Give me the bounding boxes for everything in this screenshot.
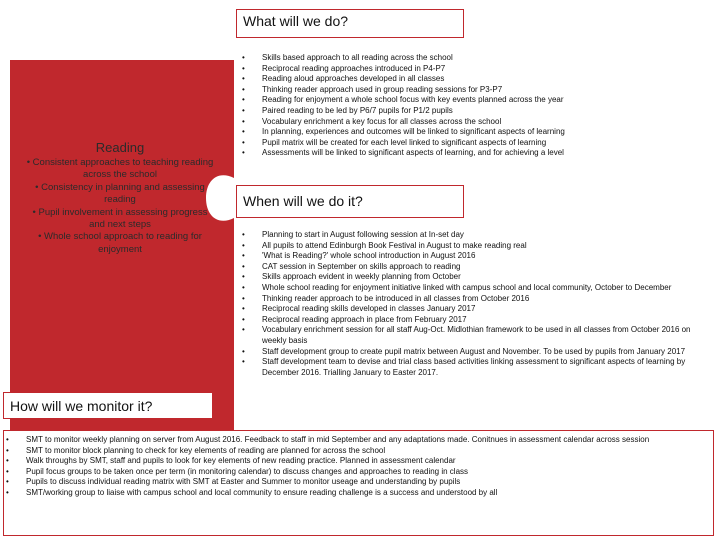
- list-item: • Staff development team to devise and trial class based activities linking assessment to significant aspects of learning by December 2016. Trialling January to Easter 2017.: [240, 357, 710, 378]
- list-item: • Assessments will be linked to significant aspects of learning, and for achieving a level: [240, 148, 710, 159]
- list-item: • Vocabulary enrichment session for all staff Aug-Oct. Midlothian framework to be used in all classes from October 2016 on weekly basis: [240, 325, 710, 346]
- reading-bullet: • Whole school approach to reading for enjoyment: [38, 231, 202, 255]
- list-item: • Whole school reading for enjoyment initiative linked with campus school and local community, October to December: [240, 283, 710, 294]
- what-heading: What will we do?: [243, 13, 349, 29]
- list-item: • All pupils to attend Edinburgh Book Festival in August to make reading real: [240, 241, 710, 252]
- what-list: [240, 53, 710, 159]
- list-item: • Thinking reader approach used in group reading sessions for P3-P7: [240, 85, 710, 96]
- reading-bullets: [26, 157, 214, 256]
- list-item: • CAT session in September on skills approach to reading: [240, 262, 710, 273]
- list-item: • Planning to start in August following session at In-set day: [240, 230, 710, 241]
- monitor-list: [4, 435, 694, 499]
- monitor-heading-box: [3, 392, 213, 419]
- monitor-box: [3, 430, 714, 536]
- list-item: • Reading aloud approaches developed in all classes: [240, 74, 710, 85]
- list-item: • Staff development group to create pupil matrix between August and November. To be used by pupils from January 2017: [240, 347, 710, 358]
- list-item: • In planning, experiences and outcomes will be linked to significant aspects of learning: [240, 127, 710, 138]
- list-item: • Pupil matrix will be created for each level linked to significant aspects of learning: [240, 138, 710, 149]
- list-item: • Vocabulary enrichment a key focus for all classes across the school: [240, 117, 710, 128]
- reading-bullet: • Consistency in planning and assessing reading: [35, 181, 205, 206]
- monitor-heading: How will we monitor it?: [10, 398, 153, 414]
- list-item: • Reciprocal reading skills developed in classes January 2017: [240, 304, 710, 315]
- reading-text-block: [26, 140, 214, 256]
- what-heading-box: [236, 9, 464, 38]
- list-item: • Skills approach evident in weekly planning from October: [240, 272, 710, 283]
- reading-bullet: • Pupil involvement in assessing progress and next steps: [32, 206, 208, 231]
- list-item: • Reading for enjoyment a whole school focus with key events planned across the year: [240, 95, 710, 106]
- when-heading: When will we do it?: [243, 193, 363, 209]
- list-item: • 'What is Reading?' whole school introduction in August 2016: [240, 251, 710, 262]
- list-item: • Reciprocal reading approach in place from February 2017: [240, 315, 710, 326]
- list-item: • Walk throughs by SMT, staff and pupils to look for key elements of new reading practice. Planned in assessment calendar: [4, 456, 694, 467]
- list-item: • SMT to monitor weekly planning on server from August 2016. Feedback to staff in mid September and any adaptations made. Conitnues in assessment calendar across session: [4, 435, 694, 446]
- list-item: • Pupils to discuss individual reading matrix with SMT at Easter and Summer to monitor useage and understanding by pupils: [4, 477, 694, 488]
- reading-title: Reading: [95, 140, 145, 155]
- when-heading-box: [236, 185, 464, 218]
- reading-bullet: • Consistent approaches to teaching reading across the school: [26, 157, 214, 181]
- list-item: • Thinking reader approach to be introduced in all classes from October 2016: [240, 294, 710, 305]
- when-list: [240, 230, 710, 378]
- list-item: • SMT to monitor block planning to check for key elements of reading are planned for across the school: [4, 446, 694, 457]
- list-item: • Pupil focus groups to be taken once per term (in monitoring calendar) to discuss changes and approaches to reading in class: [4, 467, 694, 478]
- list-item: • SMT/working group to liaise with campus school and local community to ensure reading challenge is a success and understood by all: [4, 488, 694, 499]
- list-item: • Paired reading to be led by P6/7 pupils for P1/2 pupils: [240, 106, 710, 117]
- list-item: • Skills based approach to all reading across the school: [240, 53, 710, 64]
- list-item: • Reciprocal reading approaches introduced in P4-P7: [240, 64, 710, 75]
